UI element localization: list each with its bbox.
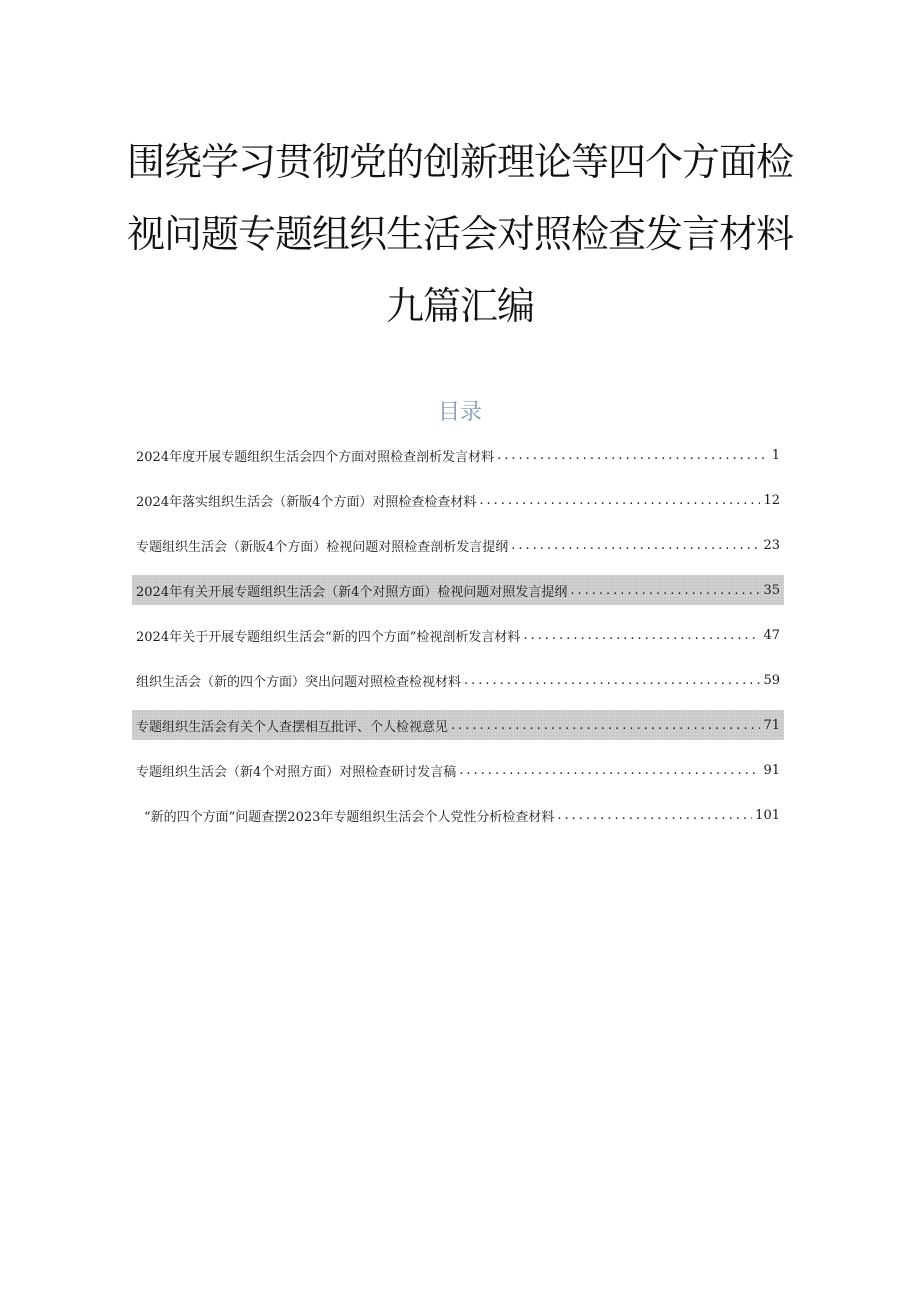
toc-leader-dots	[523, 628, 760, 643]
toc-entry-7[interactable]	[132, 710, 784, 740]
toc-entry-3[interactable]	[132, 530, 784, 560]
toc-entry-label: 专题组织生活会（新版4个方面）检视问题对照检查剖析发言提纲	[136, 539, 509, 555]
toc-entry-label: 2024年关于开展专题组织生活会“新的四个方面”检视剖析发言材料	[136, 629, 521, 645]
toc-entry-4[interactable]	[132, 575, 784, 605]
toc-leader-dots	[497, 448, 769, 463]
toc-leader-dots	[459, 763, 760, 778]
toc-leader-dots	[479, 493, 760, 508]
title-line-1: 围绕学习贯彻党的创新理论等四个方面检	[126, 140, 793, 184]
toc-entry-9[interactable]	[132, 800, 784, 830]
toc-entry-2[interactable]	[132, 485, 784, 515]
toc-entry-label: 专题组织生活会有关个人查摆相互批评、个人检视意见	[136, 719, 449, 735]
toc-entry-5[interactable]	[132, 620, 784, 650]
toc-page-number: 71	[763, 717, 780, 733]
toc-leader-dots	[464, 673, 760, 688]
toc-heading: 目录	[437, 400, 482, 425]
title-line-3: 九篇汇编	[385, 284, 534, 328]
toc-page-number: 35	[763, 582, 780, 598]
toc-page-number: 59	[763, 672, 780, 688]
toc-page-number: 91	[763, 762, 780, 778]
toc-entry-label: 组织生活会（新的四个方面）突出问题对照检查检视材料	[136, 674, 462, 690]
toc-page-number: 47	[763, 627, 780, 643]
toc-page-number: 12	[763, 492, 780, 508]
toc-leader-dots	[511, 538, 760, 553]
toc-leader-dots	[557, 808, 752, 823]
toc-entry-1[interactable]	[132, 440, 784, 470]
toc-entry-8[interactable]	[132, 755, 784, 785]
toc-entry-label: 2024年落实组织生活会（新版4个方面）对照检查检查材料	[136, 494, 477, 510]
toc-page-number: 101	[755, 807, 780, 823]
toc-entry-label: 2024年有关开展专题组织生活会（新4个对照方面）检视问题对照发言提纲	[136, 584, 568, 600]
toc-leader-dots	[451, 718, 760, 733]
table-of-contents	[132, 440, 784, 845]
toc-entry-label: “新的四个方面”问题查摆2023年专题组织生活会个人党性分析检查材料	[144, 809, 555, 825]
toc-entry-label: 2024年度开展专题组织生活会四个方面对照检查剖析发言材料	[136, 449, 495, 465]
title-line-2: 视问题专题组织生活会对照检查发言材料	[126, 212, 793, 256]
document-title	[60, 126, 860, 342]
toc-entry-6[interactable]	[132, 665, 784, 695]
toc-page-number: 23	[763, 537, 780, 553]
toc-page-number: 1	[771, 447, 780, 463]
toc-leader-dots	[570, 583, 760, 598]
toc-entry-label: 专题组织生活会（新4个对照方面）对照检查研讨发言稿	[136, 764, 457, 780]
